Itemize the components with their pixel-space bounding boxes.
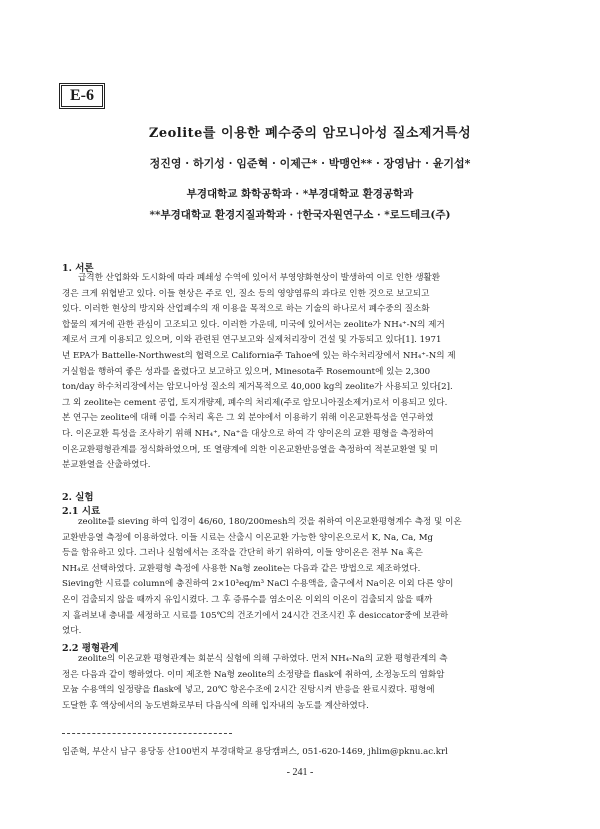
subsection-heading-equilibrium: 2.2 평형관계 <box>62 643 119 654</box>
paper-code-box: E-6 <box>59 83 105 109</box>
text-line: 등을 함유하고 있다. 그러나 실험에서는 조작을 간단히 하기 위하여, 이들 양이온은 전부 Na 혹은 <box>62 548 423 559</box>
page-number: - 241 - <box>286 767 314 778</box>
text-line: 다. 이온교환 특성을 조사하기 위해 NH₄⁺, Na⁺을 대상으로 하여 각 양이온의 교환 평형을 측정하여 <box>62 428 434 439</box>
affiliation-line-1: 부경대학교 화학공학과 · *부경대학교 환경공학과 <box>186 188 414 200</box>
text-line: 이온교환평형관계를 정식화하였으며, 또 열량계에 의한 이온교환반응열을 측정하여 적분교환열 및 미 <box>62 444 438 455</box>
text-line: 모늄 수용액의 일정량을 flask에 넣고, 20℃ 항온수조에 2시간 진탕시켜 반응을 완료시켰다. 평형에 <box>62 685 435 696</box>
introduction-paragraph <box>62 271 540 474</box>
author-list: 정진영 · 하기성 · 임준혁 · 이제근* · 박맹언** · 장영남† · 윤기섭* <box>149 157 471 170</box>
text-line: 도달한 후 액상에서의 농도변화로부터 다음식에 의해 입자내의 농도를 계산하였다. <box>62 700 369 711</box>
text-line: 그 외 zeolite는 cement 공업, 토지개량제, 폐수의 처리제(주로 암모니아질소제거)로서 이용되고 있다. <box>62 397 448 408</box>
paper-title: Zeolite를 이용한 폐수중의 암모니아성 질소제거특성 <box>148 126 472 141</box>
text-line: 제로서 크게 이용되고 있으며, 이와 관련된 연구보고와 실제처리장이 건설 및 가동되고 있다[1]. 1971 <box>62 335 442 346</box>
footnote-contact: 임준혁, 부산시 남구 용당동 산100번지 부경대학교 용당캠퍼스, 051-620-1469, jhlim@pknu.ac.krl <box>62 747 448 757</box>
text-line: zeolite의 이온교환 평형관계는 회분식 실험에 의해 구하였다. 먼저 NH₄-Na의 교환 평형관계의 측 <box>78 654 448 664</box>
text-line: 있다. 이러한 현상의 방지와 산업폐수의 재 이용을 목적으로 하는 기술의 하나로서 폐수중의 질소화 <box>62 304 430 315</box>
text-line: 급격한 산업화와 도시화에 따라 폐쇄성 수역에 있어서 부영양화현상이 발생하여 이로 인한 생활환 <box>78 273 441 283</box>
text-line: 분교환열을 산출하였다. <box>62 460 151 471</box>
text-line: ton/day 하수처리장에서는 암모니아성 질소의 제거목적으로 40,000 kg의 zeolite가 사용되고 있다[2]. <box>62 382 453 393</box>
text-line: 였다. <box>62 626 82 637</box>
text-line: Sieving한 시료를 column에 충진하여 2×10³eq/m³ NaCl 수용액을, 출구에서 Na이온 이외 다른 양이 <box>62 579 454 590</box>
text-line: 년 EPA가 Battelle-Northwest의 협력으로 California주 Tahoe에 있는 하수처리장에서 NH₄⁺-N의 제 <box>62 350 456 361</box>
section-heading-experiment: 2. 실험 <box>62 492 94 503</box>
subsection-heading-sample: 2.1 시료 <box>62 506 101 517</box>
affiliation-line-2: **부경대학교 환경지질과학과 · †한국자원연구소 · *로드테크(주) <box>149 209 451 221</box>
section-heading-introduction: 1. 서론 <box>62 263 94 274</box>
text-line: 경은 크게 위협받고 있다. 이들 현상은 주로 인, 질소 등의 영양염류의 과다로 인한 것으로 보고되고 <box>62 288 430 299</box>
text-line: 정은 다음과 같이 행하였다. 이미 제조한 Na형 zeolite의 소정량을 flask에 취하여, 소정농도의 염화암 <box>62 669 445 680</box>
equilibrium-paragraph <box>62 652 540 714</box>
text-line: 본 연구는 zeolite에 대해 이를 수처리 혹은 그 외 분야에서 이용하기 위해 이온교환특성을 연구하였 <box>62 413 434 424</box>
text-line: 교환반응열 측정에 이용하였다. 이들 시료는 산출시 이온교환 가능한 양이온으로서 K, Na, Ca, Mg <box>62 532 434 543</box>
footnote-divider <box>62 733 232 734</box>
text-line: 거실험을 행하여 좋은 성과를 올렸다고 보고하고 있으며, Minesota주 Rosemount에 있는 2,300 <box>62 366 431 377</box>
sample-paragraph <box>62 515 540 640</box>
text-line: NH₄로 선택하였다. 교환평형 측정에 사용한 Na형 zeolite는 다음과 같은 방법으로 제조하였다. <box>62 563 421 574</box>
text-line: 지 흘려보내 층내를 세정하고 시료를 105℃의 건조기에서 24시간 건조시킨 후 desiccator중에 보관하 <box>62 610 449 621</box>
text-line: 온이 검출되지 않을 때까지 유입시켰다. 그 후 증류수를 염소이온 이외의 이온이 검출되지 않을 때까 <box>62 594 433 605</box>
text-line: 합물의 제거에 관한 관심이 고조되고 있다. 이러한 가운데, 미국에 있어서는 zeolite가 NH₄⁺-N의 제거 <box>62 319 445 330</box>
text-line: zeolite를 sieving 하여 입경이 46/60, 180/200mesh의 것을 취하여 이온교환평형계수 측정 및 이온 <box>78 517 462 527</box>
